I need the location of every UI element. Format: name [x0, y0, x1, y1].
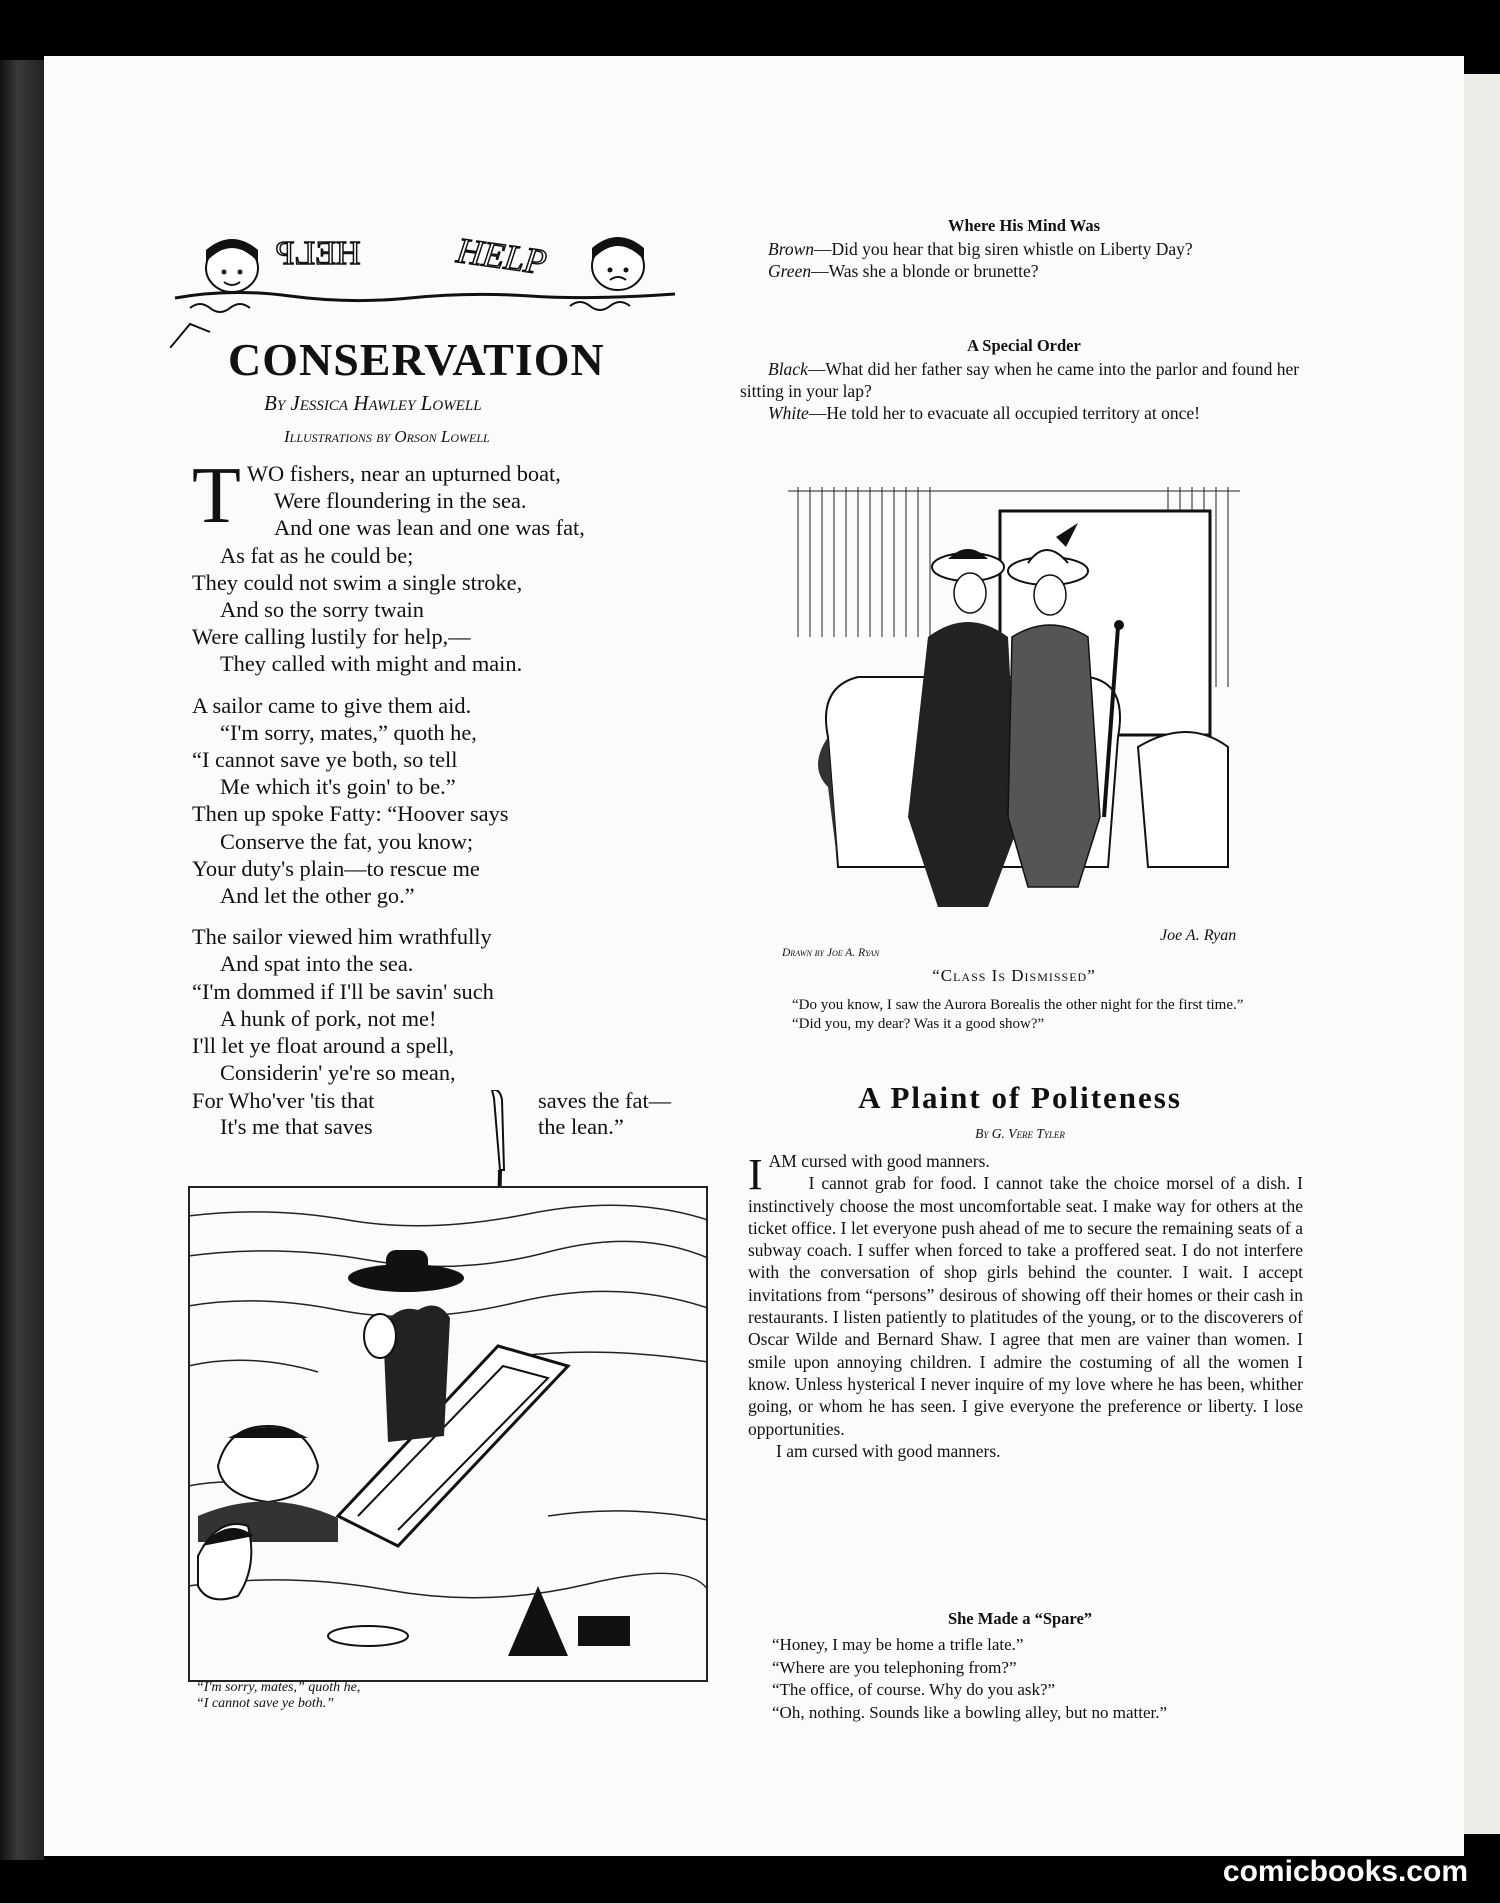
class-is-dismissed-cartoon [788, 487, 1240, 952]
poem-stanza-1 [192, 452, 732, 678]
poem-line: Were calling lustily for help,— [192, 624, 471, 650]
poem-line: Were floundering in the sea. [274, 488, 527, 514]
poem-line: They called with might and main. [220, 651, 523, 677]
poem-line: A hunk of pork, not me! [220, 1005, 437, 1031]
poem-line: A sailor came to give them aid. [192, 692, 472, 718]
site-watermark: comicbooks.com [1222, 1855, 1468, 1888]
joke-a-special-order [740, 336, 1308, 424]
poem-line: And one was lean and one was fat, [274, 515, 585, 541]
next-page-edge [1464, 74, 1500, 1834]
joke-line: “Where are you telephoning from?” [772, 1657, 1017, 1677]
joke-line: “The office, of course. Why do you ask?” [772, 1680, 1056, 1699]
plaint-drop-cap: I [748, 1150, 763, 1199]
joke-text: —What did her father say when he came into the parlor and found her sitting in your lap? [740, 359, 1300, 401]
poem-line: They could not swim a single stroke, [192, 569, 523, 595]
joke-speaker: White [768, 403, 809, 423]
poem-line-split-right: the lean.” [538, 1114, 624, 1139]
poem-line: The sailor viewed him wrathfully [192, 924, 492, 950]
poem-stanza-3 [192, 923, 732, 1086]
cartoon-caption-line: “I cannot save ye both.” [196, 1696, 335, 1711]
article-byline: By Jessica Hawley Lowell [264, 391, 482, 415]
cartoon-dialogue [756, 996, 1268, 1034]
poem-line: “I'm sorry, mates,” quoth he, [220, 719, 477, 745]
joke-line [740, 402, 1308, 424]
joke-speaker: Black [768, 359, 808, 379]
book-spine-edge [0, 60, 44, 1860]
joke-heading: A Special Order [967, 336, 1081, 355]
help-bubble-left: HELP [275, 235, 361, 272]
conservation-cartoon [188, 1186, 708, 1682]
joke-line [740, 260, 1308, 282]
joke-she-made-a-spare [772, 1634, 1312, 1724]
plaint-closing: I am cursed with good manners. [776, 1440, 1001, 1461]
cartoon-caption-line: “I'm sorry, mates,” quoth he, [196, 1680, 361, 1695]
joke-text: —Did you hear that big siren whistle on Liberty Day? [814, 239, 1193, 259]
poem-line: “I'm dommed if I'll be savin' such [192, 978, 494, 1004]
drawn-by-credit: Drawn by Joe A. Ryan [782, 947, 880, 959]
poem-line: Your duty's plain—to rescue me [192, 855, 480, 881]
plaint-title: A Plaint of Politeness [858, 1080, 1182, 1115]
article-title: CONSERVATION [228, 334, 605, 385]
poem-line-split-left: For Who'ver 'tis that [192, 1088, 375, 1113]
cartoon-caption [196, 1680, 360, 1712]
poem-line: Me which it's goin' to be.” [220, 774, 456, 800]
joke-line: “Oh, nothing. Sounds like a bowling alley, but no matter.” [772, 1702, 1168, 1722]
cartoon-quote: “Do you know, I saw the Aurora Borealis the other night for the first time.” [792, 997, 1244, 1013]
poem-line: And so the sorry twain [220, 597, 424, 623]
poem-line: I'll let ye float around a spell, [192, 1033, 455, 1059]
plaint-byline: By G. Vere Tyler [975, 1126, 1065, 1141]
plaint-first-words: AM cursed with good manners. [768, 1151, 990, 1171]
cartoon-signature: Joe A. Ryan [1160, 927, 1237, 944]
poem [192, 452, 732, 1100]
joke-text: —He told her to evacuate all occupied territory at once! [808, 403, 1200, 423]
poem-stanza-2 [192, 692, 732, 910]
poem-line: As fat as he could be; [220, 542, 414, 568]
help-bubble-right: HELP [454, 230, 550, 283]
joke-text: —Was she a blonde or brunette? [811, 261, 1039, 281]
joke-line: “Honey, I may be home a trifle late.” [772, 1635, 1024, 1654]
poem-line: Then up spoke Fatty: “Hoover says [192, 801, 509, 827]
joke-heading: She Made a “Spare” [947, 1609, 1093, 1628]
header-illustration [170, 228, 680, 348]
poem-line: “I cannot save ye both, so tell [192, 747, 458, 773]
poem-line: And let the other go.” [220, 883, 415, 909]
plaint-paragraph: I cannot grab for food. I cannot take the choice morsel of a dish. I instinctively choose the most uncomfortable seat. I make way for others at the ticket office. I let everyone push ahead of me to secure the remaining seats of a subway coach. I suffer when forced to take a proffered seat. I do not interfere with the conversation of shop girls behind the counter. I wait. I accept invitations from “persons” desirous of showing off their homes or their cash in restaurants. I listen patiently to platitudes of the young, or to the discoverers of Oscar Wilde and Bernard Shaw. I agree that men are vainer than women. I smile upon annoying children. I admire the costuming of all the women I know. Unless hysterical I never inquire of my love where he has been, whither going, or whom he has seen. I give everyone the preference or liberty. I lose opportunities. [748, 1173, 1303, 1439]
cartoon-quote: “Did you, my dear? Was it a good show?” [792, 1016, 1045, 1032]
joke-line [740, 358, 1308, 402]
poem-line-split-left: It's me that saves [220, 1114, 373, 1139]
joke-speaker: Green [768, 261, 812, 281]
joke-where-his-mind-was [740, 216, 1308, 282]
poem-line: Considerin' ye're so mean, [220, 1060, 456, 1086]
illustrations-credit: Illustrations by Orson Lowell [284, 427, 490, 446]
cartoon-title: “Class Is Dismissed” [932, 966, 1096, 985]
poem-line: WO fishers, near an upturned boat, [246, 461, 561, 486]
poem-line-split-right: saves the fat— [538, 1088, 672, 1113]
joke-heading: Where His Mind Was [947, 216, 1101, 235]
poem-line: And spat into the sea. [220, 951, 414, 977]
plaint-body [748, 1150, 1303, 1462]
drop-cap: T [192, 452, 241, 540]
joke-speaker: Brown [768, 239, 815, 259]
joke-line [740, 238, 1308, 260]
poem-line: Conserve the fat, you know; [220, 828, 474, 854]
